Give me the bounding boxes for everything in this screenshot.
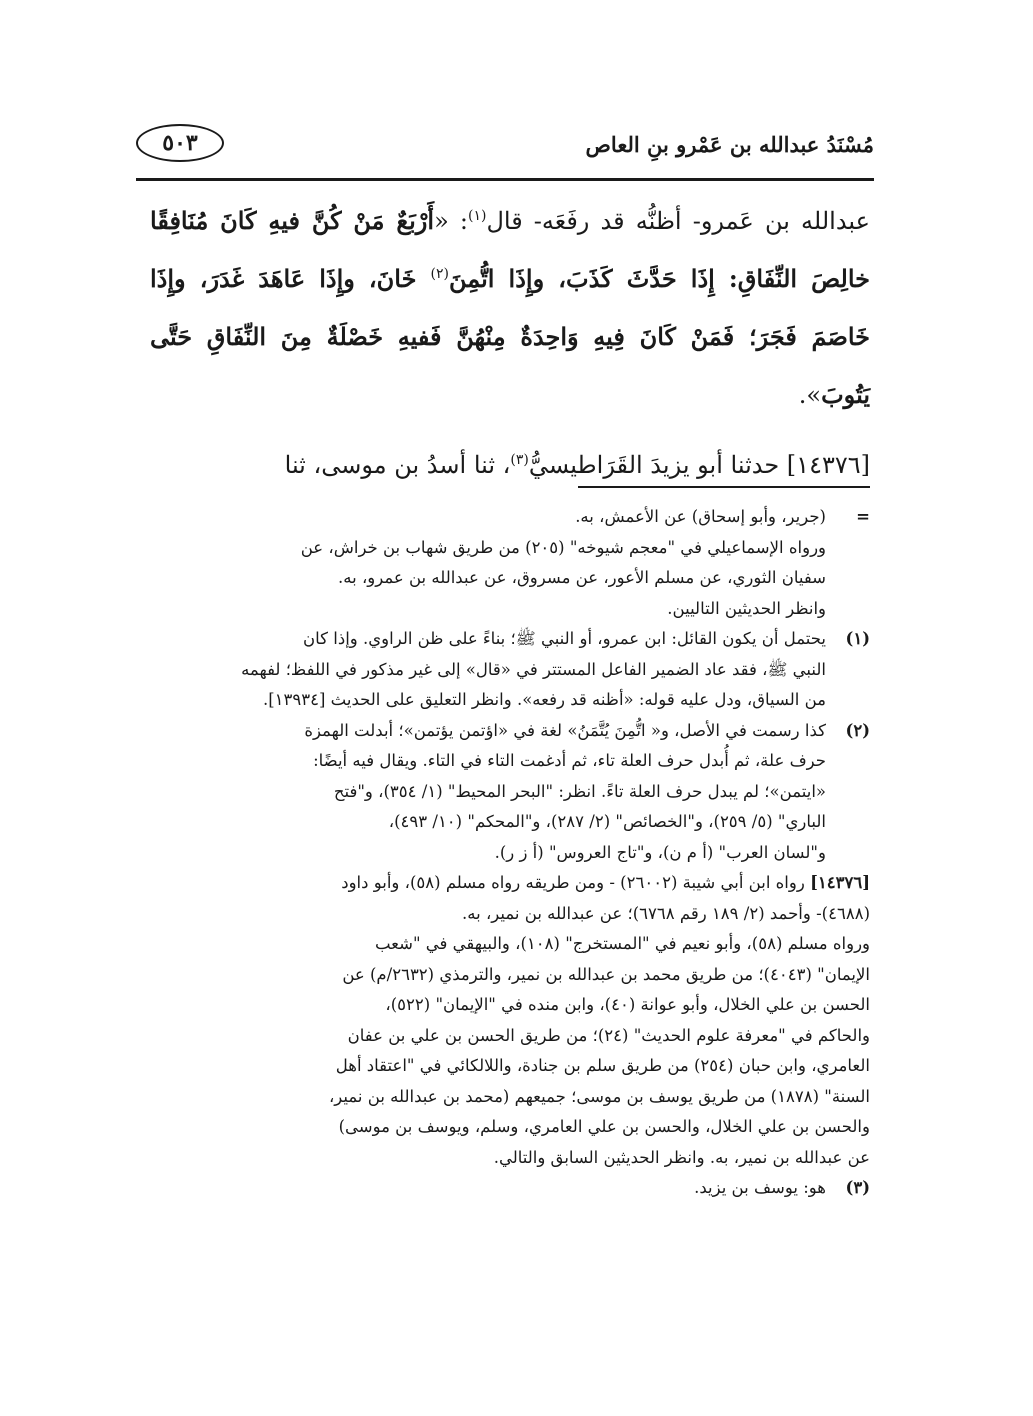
takhrij-first-line [150,868,870,899]
hadith-takhrij-note [150,868,870,1173]
footnote-line: الحسن بن علي الخلال، وأبو عوانة (٤٠)، وابن منده في "الإيمان" (٥٢٢)، [385,995,870,1014]
footnote-line: يحتمل أن يكون القائل: ابن عمرو، أو النبي ﷺ؛ بناءً على ظن الراوي. وإذا كان [303,629,826,648]
footnote-line: السنة" (١٨٧٨) من طريق يوسف بن موسى؛ جميعهم (محمد بن عبدالله بن نمير، [328,1086,870,1106]
hadith-close: ». [798,381,822,409]
footnote-ref-3[interactable]: (٣) [510,452,529,468]
page-number-badge: ٥٠٣ [136,124,224,162]
footnote-ref-2[interactable]: (٢) [430,266,449,282]
footnote-line: حرف علة، ثم أُبدل حرف العلة تاء، ثم أدغمت التاء في التاء. ويقال فيه أيضًا: [313,751,826,770]
footnote-ref-1[interactable]: (١) [467,208,487,224]
hadith-intro: : « [434,207,468,235]
footnote-line: الباري" (٥/ ٢٥٩)، و"الخصائص" (٢/ ٢٨٧)، و"المحكم" (١٠/ ٤٩٣)، [388,812,826,831]
hadith-text-part-1: أَرْبَعٌ مَنْ كُنَّ فيهِ كَانَ مُنَافِقًا خالِصَ النِّفَاقِ: إِذَا حَدَّثَ كَذَبَ، وإِذَا اتُّمِنَ [150,206,870,293]
footnote-1 [150,624,870,716]
footnote-line: والحاكم في "معرفة علوم الحديث" (٢٤)؛ من طريق الحسن بن علي بن عفان [347,1025,870,1045]
footnote-line: ورواه الإسماعيلي في "معجم شيوخه" (٢٠٥) من طريق شهاب بن خراش، عن [300,537,826,557]
footnote-line: و"لسان العرب" (أ م ن)، و"تاج العروس" (أ ز ر). [494,842,826,862]
hadith-narrator: عبدالله بن عَمرو- أظنُّه قد رفَعَه- قال [486,207,870,235]
footnote-line: النبي ﷺ، فقد عاد الضمير الفاعل المستتر في «قال» إلى غير مذكور في اللفظ؛ لفهمه [241,659,826,679]
footnote-line: كذا رسمت في الأصل، و« اتُّمِنَ يُتَّمَنُ» لغة في «اؤتمن يؤتمن»؛ أبدلت الهمزة [304,720,826,740]
footnote-line: العامري، وابن حبان (٢٥٤) من طريق سلم بن جنادة، واللالكائي في "اعتقاد أهل [335,1056,870,1075]
footnote-line: الإيمان" (٤٠٤٣)؛ من طريق محمد بن عبدالله بن نمير، والترمذي (٢٦٣٢/م) عن [342,964,870,984]
footnote-divider [578,486,870,488]
footnotes [150,502,870,1204]
footnote-line: هو: يوسف بن يزيد. [694,1178,826,1197]
footnote-2-marker: (٢) [845,720,870,740]
header-divider [136,178,874,181]
footnote-3 [150,1173,870,1204]
footnote-continuation [150,502,870,624]
footnote-line: من السياق، ودل عليه قوله: «أظنه قد رفعه». وانظر التعليق على الحديث [١٣٩٣٤]. [262,690,826,709]
footnote-3-marker: (٣) [845,1178,870,1197]
footnote-line: عن عبدالله بن نمير، به. وانظر الحديثين السابق والتالي. [493,1147,870,1167]
isnad-text-part-1: [١٤٣٧٦] حدثنا أبو يزيدَ القَرَاطيسيُّ [528,451,870,479]
page-title: مُسْنَدُ عبدالله بن عَمْرو بنِ العاص [585,132,874,157]
footnote-1-marker: (١) [845,629,870,648]
footnote-line: والحسن بن علي الخلال، والحسن بن علي العامري، وسلم، ويوسف بن موسى) [338,1117,870,1136]
footnote-line: سفيان الثوري، عن مسلم الأعور، عن مسروق، عن عبدالله بن عمرو، به. [338,568,826,587]
footnote-line: «ايتمن»؛ لم يبدل حرف العلة تاءً. انظر: "البحر المحيط" (١/ ٣٥٤)، و"فتح [333,781,826,801]
footnote-line: (٤٦٨٨)- وأحمد (٢/ ١٨٩ رقم ٦٧٦٨)؛ عن عبدالله بن نمير، به. [462,903,870,923]
footnote-line: وانظر الحديثين التاليين. [667,598,826,618]
footnote-2 [150,716,870,869]
isnad-text-part-2: ، ثنا أسدُ بن موسى، ثنا [284,451,511,479]
hadith-text-part-2: خَانَ، وإِذَا عَاهَدَ غَدَرَ، وإِذَا خَاصَمَ فَجَرَ؛ فَمَنْ كَانَ فِيهِ وَاحِدَةٌ مِنْهُنَّ فَفيهِ خَصْلَةٌ مِنَ النِّفَاقِ حَتَّى يَتُوبَ [150,264,870,409]
page-header [136,118,874,178]
hadith-number-ref: [١٤٣٧٦] [810,873,870,892]
footnote-line: ورواه مسلم (٥٨)، وأبو نعيم في "المستخرج" (١٠٨)، والبيهقي في "شعب [374,934,870,953]
takhrij-first-line-text: رواه ابن أبي شيبة (٢٦٠٠٢) - ومن طريقه رواه مسلم (٥٨)، وأبو داود [341,873,811,892]
footnote-line: (جرير، وأبو إسحاق) عن الأعمش، به. [575,507,826,526]
main-text [150,192,870,494]
hadith-paragraph [150,192,870,424]
continuation-marker: = [856,507,870,526]
